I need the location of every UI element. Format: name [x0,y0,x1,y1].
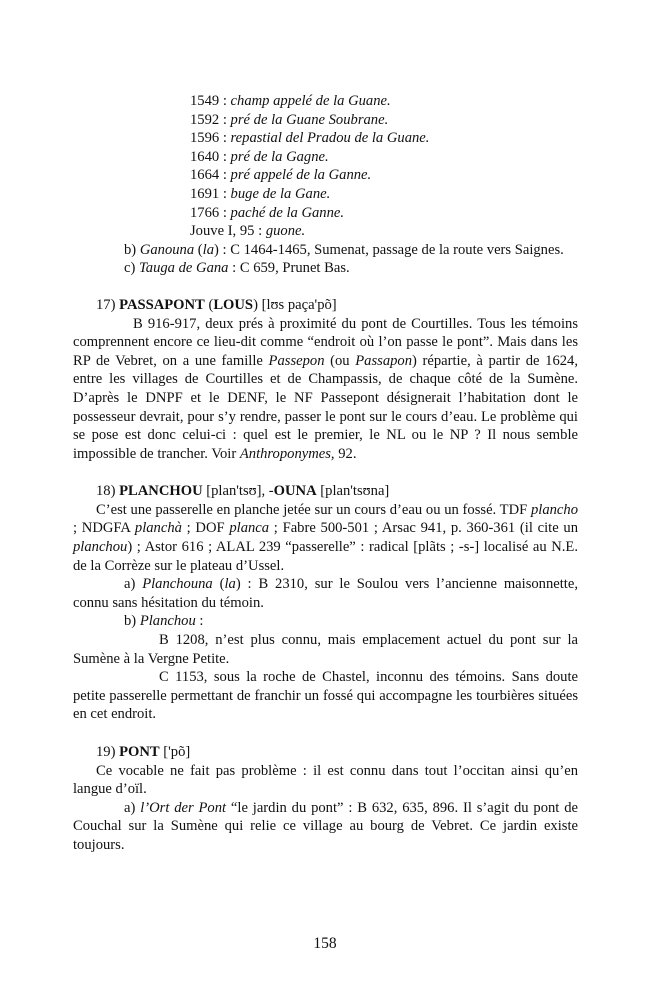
place-name: Planchou [139,613,196,630]
phonetic: [lʊs paça'põ] [261,296,337,313]
date-line [190,129,578,148]
text-run: , 92. [330,445,357,462]
entry-article: LOUS [213,296,254,313]
text-run: C’est une passerelle en planche jetée sur un cours d’eau ou un fossé. TDF [96,501,531,518]
subentry-letter: c) [124,260,139,277]
date-list [73,92,578,241]
subentry-planchou [73,612,578,631]
date-line [190,166,578,185]
date-text: champ appelé de la Guane. [230,93,391,109]
text-run: ; NDGFA [73,520,135,537]
word-form: planchou [73,539,128,556]
subentry-planchou-c1153: C 1153, sous la roche de Chastel, inconnu des témoins. Sans doute petite passerelle permettant de franchir un fossé qui accompagne les tourbières situées en cet endroit. [73,669,578,723]
text-run: (ou [324,352,356,369]
surname: Passapon [355,352,413,369]
date-text: pré de la Gagne. [230,148,329,165]
entry-title: PASSAPONT [119,296,205,313]
date-year: Jouve I, 95 : [190,223,266,240]
phonetic: ['põ] [159,744,191,760]
text-run: “le jardin du pont” : B 632, 635, 896. Il s’agit du pont de Couchal sur la Sumène qui relie ce village au bourg de Vebret. Ce jardin existe toujours. [73,799,578,853]
phonetic: [plan'tsʊ], - [202,483,274,500]
phonetic: [plan'tsʊna] [316,483,390,500]
date-line [190,222,578,241]
date-text: buge de la Gane. [230,185,331,202]
date-year: 1549 : [190,93,231,109]
place-name: Tauga de Gana [139,260,229,277]
entry-title: PONT [119,744,160,760]
entry-17-body [73,315,578,464]
surname: Passepon [268,352,325,369]
text-run: ; Fabre 500-501 ; Arsac 941, p. 360-361 (il cite un [269,520,578,537]
subentry-letter: a) [124,576,143,593]
place-name: l’Ort der Pont [140,799,227,816]
entry-17-heading [73,296,578,315]
place-name: Planchouna [142,576,213,593]
entry-19-heading [73,743,578,762]
entry-number: 17) [96,296,120,313]
subentry-letter: b) [124,241,140,258]
date-year: 1596 : [190,130,231,147]
subentry-tauga [73,259,578,278]
text-run: ) : C 1464-1465, Sumenat, passage de la route vers Saignes. [214,241,564,258]
date-year: 1640 : [190,148,231,165]
date-line [190,92,578,111]
subentry-planchou-b1208: B 1208, n’est plus connu, mais emplacement actuel du pont sur la Sumène à la Vergne Petite. [73,632,578,667]
article: la [224,576,236,593]
date-line [190,185,578,204]
entry-title: PLANCHOU [119,483,203,500]
text-run: : C 659, Prunet Bas. [228,260,350,277]
entry-number: 18) [96,483,120,500]
date-line [190,111,578,130]
subentry-ort-der-pont [73,799,578,855]
word-form: planchà [134,520,182,537]
text-run: ) [253,296,262,313]
date-text: guone. [265,223,306,240]
date-text: pré appelé de la Ganne. [230,167,372,184]
entry-18-definition [73,501,578,575]
entry-number: 19) [96,744,120,760]
entry-19-definition: Ce vocable ne fait pas problème : il est connu dans tout l’occitan ainsi qu’en langue d’oïl. [73,762,578,798]
text-run: ; DOF [181,520,230,537]
word-form: planca [229,520,270,537]
date-year: 1592 : [190,111,231,128]
place-name: Ganouna [139,241,195,258]
text-run: ( [194,241,203,258]
date-year: 1766 : [190,204,231,221]
text-run: ( [212,576,225,593]
entry-18-heading [73,482,578,501]
subentry-ganouna [73,241,578,260]
subentry-planchouna [73,575,578,612]
date-text: pré de la Guane Soubrane. [230,111,389,128]
article: la [202,241,215,258]
date-year: 1664 : [190,167,231,184]
page-number: 158 [313,935,337,952]
word-form: plancho [530,501,578,518]
text-run: ) : B 2310, sur le Soulou vers l’ancienne maisonnette, connu sans hésitation du témoin. [73,576,578,611]
text-run: ) ; Astor 616 ; ALAL 239 “passerelle” : radical [plãts ; -s-] localisé au N.E. de la Corrèze sur le plateau d’Ussel. [73,539,578,574]
page-body [73,92,578,855]
subentry-letter: b) [124,613,140,630]
date-text: repastial del Pradou de la Guane. [230,130,430,147]
entry-title: OUNA [273,483,317,500]
date-line [190,148,578,167]
text-run: ( [204,296,214,313]
subentry-letter: a) [124,799,141,816]
date-year: 1691 : [190,185,231,202]
book-title: Anthroponymes [239,445,331,462]
text-run: ) répartie, à partir de 1624, entre les villages de Courtilles et de Champassis, de chaque côté de la Sumène. D’après le DNPF et le DENF, le NF Passepont désignerait l’habitation dont le possesseur devrait, pour s’y rendre, passer le pont sur le cours d’eau. Le problème qui se pose est donc celui-ci : quel est le premier, le NL ou le NP ? Il nous semble impossible de trancher. Voir [73,352,578,462]
text-run: B 916-917, deux prés à proximité du pont de Courtilles. Tous les témoins comprennent encore ce lieu-dit comme “endroit où l’on passe le pont”. Mais dans les RP de Vebret, on a une famille [73,315,578,369]
text-run: : [195,613,204,630]
date-line [190,204,578,223]
date-text: paché de la Ganne. [230,204,345,221]
